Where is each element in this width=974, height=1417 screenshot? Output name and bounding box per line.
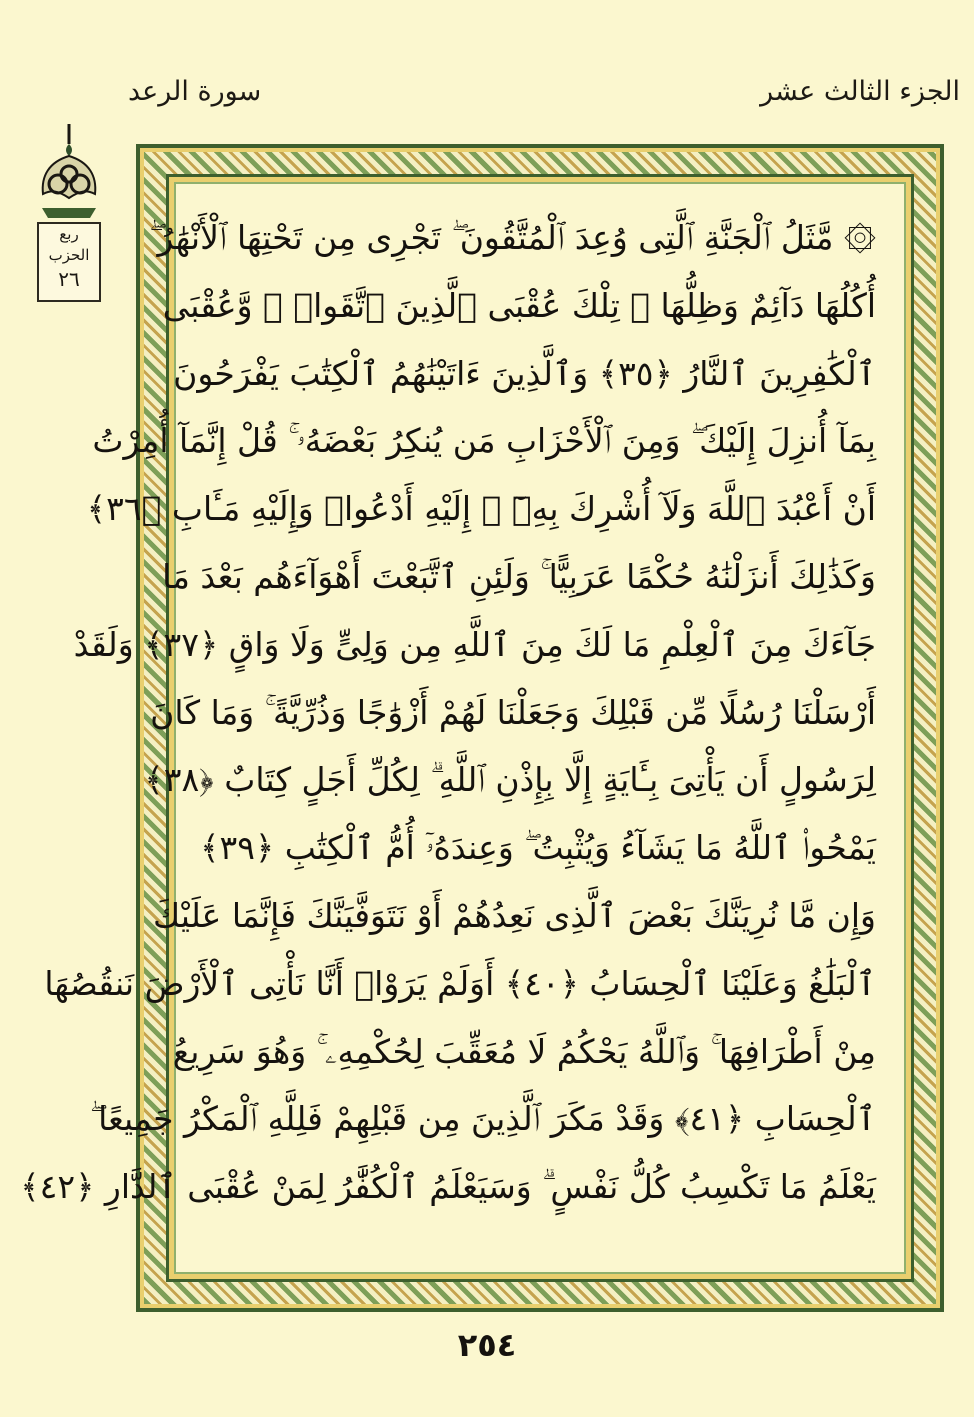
hizb-label-box <box>37 222 101 302</box>
hizb-label: الحزب <box>48 246 90 264</box>
verse-line: وَإِن مَّا نُرِيَنَّكَ بَعْضَ ٱلَّذِى نَعِدُهُمْ أَوْ نَتَوَفَّيَنَّكَ فَإِنَّمَا عَلَيْكَ <box>152 895 876 935</box>
verse-line: بِمَآ أُنزِلَ إِلَيْكَ ۖ وَمِنَ ٱلْأَحْزَابِ مَن يُنكِرُ بَعْضَهُۥ ۚ قُلْ إِنَّمَآ أُمِرْتُ <box>92 421 876 461</box>
hizb-quarter-label: ربع <box>59 225 79 243</box>
verse-line: يَعْلَمُ مَا تَكْسِبُ كُلُّ نَفْسٍ ۗ وَسَيَعْلَمُ ٱلْكُفَّٰرُ لِمَنْ عُقْبَى ٱلدَّارِ ﴿٤٢﴾ <box>20 1167 876 1207</box>
hizb-ornament-icon <box>36 122 102 222</box>
verse-line: أَرْسَلْنَا رُسُلًا مِّن قَبْلِكَ وَجَعَلْنَا لَهُمْ أَزْوَٰجًا وَذُرِّيَّةً ۚ وَمَا كَانَ <box>150 692 876 732</box>
verse-line: ٱلْحِسَابِ ﴿٤١﴾ وَقَدْ مَكَرَ ٱلَّذِينَ مِن قَبْلِهِمْ فَلِلَّهِ ٱلْمَكْرُ جَمِيعًا ۖ <box>89 1099 876 1139</box>
verse-line: لِرَسُولٍ أَن يَأْتِىَ بِـَٔايَةٍ إِلَّا بِإِذْنِ ٱللَّهِ ۗ لِكُلِّ أَجَلٍ كِتَابٌ ﴿٣٨﴾ <box>144 760 876 800</box>
surah-title: سورة الرعد <box>128 76 262 107</box>
verse-line: وَكَذَٰلِكَ أَنزَلْنَٰهُ حُكْمًا عَرَبِيًّا ۚ وَلَئِنِ ٱتَّبَعْتَ أَهْوَآءَهُم بَعْدَ مَا <box>162 556 876 596</box>
juz-title: الجزء الثالث عشر <box>760 76 960 107</box>
verse-line: ٱلْبَلَٰغُ وَعَلَيْنَا ٱلْحِسَابُ ﴿٤٠﴾ أَوَلَمْ يَرَوْا۟ أَنَّا نَأْتِى ٱلْأَرْضَ نَنقُصُهَا <box>44 963 876 1003</box>
verse-line: ۞ مَّثَلُ ٱلْجَنَّةِ ٱلَّتِى وُعِدَ ٱلْمُتَّقُونَ ۖ تَجْرِى مِن تَحْتِهَا ٱلْأَنْهَٰرُ ۖ <box>149 218 876 257</box>
verse-line: أُكُلُهَا دَآئِمٌ وَظِلُّهَا ۚ تِلْكَ عُقْبَى ٱلَّذِينَ ٱتَّقَوا۟ ۖ وَّعُقْبَى <box>162 285 876 325</box>
verse-line: جَآءَكَ مِنَ ٱلْعِلْمِ مَا لَكَ مِنَ ٱللَّهِ مِن وَلِىٍّ وَلَا وَاقٍ ﴿٣٧﴾ وَلَقَدْ <box>73 624 876 664</box>
hizb-marker <box>14 112 124 302</box>
hizb-number: ٢٦ <box>58 267 80 291</box>
verse-line: أَنْ أَعْبُدَ ٱللَّهَ وَلَآ أُشْرِكَ بِهِۦٓ ۚ إِلَيْهِ أَدْعُوا۟ وَإِلَيْهِ مَـَٔابِ ﴿٣٦﴾ <box>86 489 876 529</box>
verse-line: مِنْ أَطْرَافِهَا ۚ وَٱللَّهُ يَحْكُمُ لَا مُعَقِّبَ لِحُكْمِهِۦ ۚ وَهُوَ سَرِيعُ <box>172 1031 876 1071</box>
verse-line: ٱلْكَٰفِرِينَ ٱلنَّارُ ﴿٣٥﴾ وَٱلَّذِينَ ءَاتَيْنَٰهُمُ ٱلْكِتَٰبَ يَفْرَحُونَ <box>173 353 876 393</box>
page-number: ٢٥٤ <box>457 1326 517 1364</box>
verse-line: يَمْحُوا۟ ٱللَّهُ مَا يَشَآءُ وَيُثْبِتُ ۖ وَعِندَهُۥٓ أُمُّ ٱلْكِتَٰبِ ﴿٣٩﴾ <box>200 828 876 868</box>
